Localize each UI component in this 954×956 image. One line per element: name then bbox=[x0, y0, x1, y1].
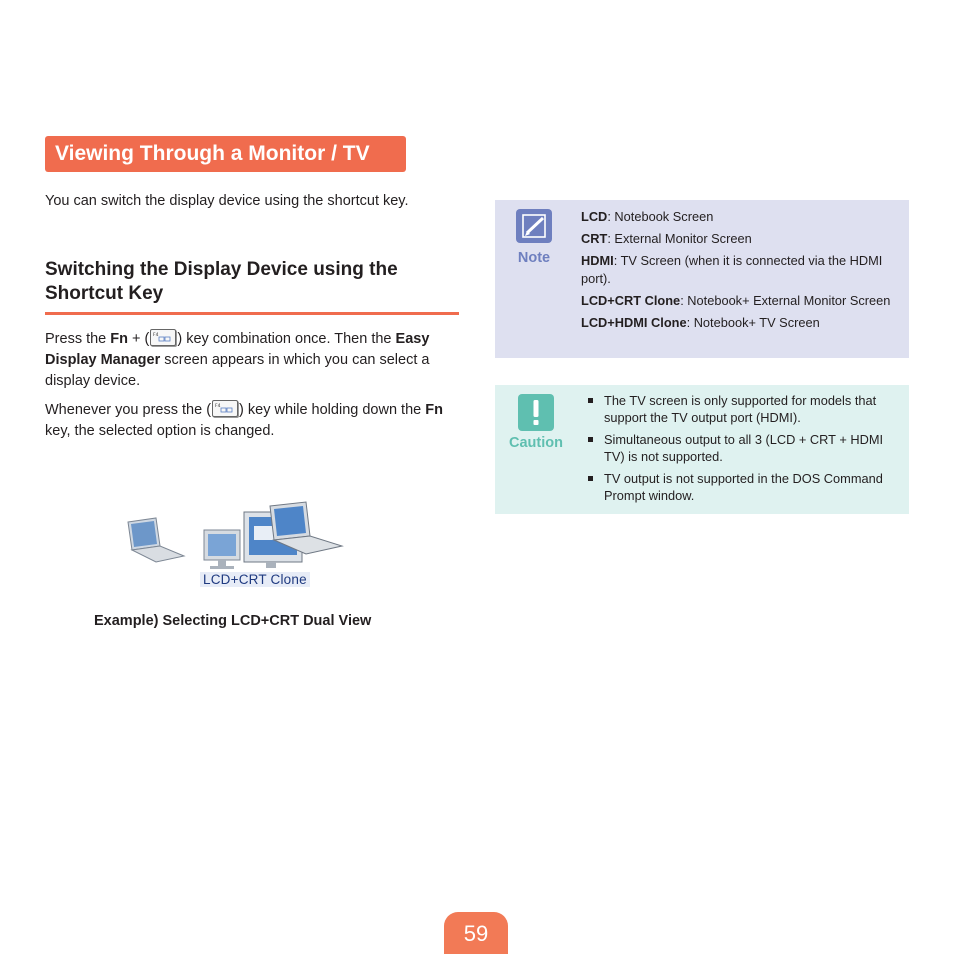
caution-text: Simultaneous output to all 3 (LCD + CRT + HDMI TV) is not supported. bbox=[604, 432, 884, 464]
page-number: 59 bbox=[444, 912, 508, 954]
fn-key-text: Fn bbox=[425, 402, 443, 418]
text: ) key combination once. Then the bbox=[177, 331, 396, 347]
text: screen appears in which you can select a display device. bbox=[45, 352, 430, 389]
caution-text: The TV screen is only supported for models that support the TV output port (HDMI). bbox=[604, 393, 877, 425]
svg-text:F4: F4 bbox=[153, 333, 159, 338]
svg-text:F4: F4 bbox=[215, 404, 221, 409]
figure-caption: Example) Selecting LCD+CRT Dual View bbox=[94, 613, 372, 629]
text: Press the bbox=[45, 331, 111, 347]
bullet-icon bbox=[588, 437, 593, 442]
note-desc: : Notebook+ External Monitor Screen bbox=[680, 293, 891, 308]
note-term: LCD bbox=[581, 209, 608, 224]
note-term: LCD+HDMI Clone bbox=[581, 315, 687, 330]
intro-text: You can switch the display device using the shortcut key. bbox=[45, 193, 409, 209]
caution-item bbox=[586, 392, 904, 426]
note-term: LCD+CRT Clone bbox=[581, 293, 681, 308]
text: + ( bbox=[128, 331, 150, 347]
note-desc: : External Monitor Screen bbox=[607, 231, 752, 246]
section-title: Viewing Through a Monitor / TV bbox=[45, 136, 406, 172]
note-item bbox=[581, 252, 891, 288]
caution-item bbox=[586, 470, 904, 504]
monitor-icon bbox=[204, 530, 240, 569]
instruction-paragraph-2 bbox=[45, 400, 465, 442]
note-item bbox=[581, 208, 891, 226]
note-desc: : Notebook+ TV Screen bbox=[686, 315, 820, 330]
easy-display-manager-text: Easy Display Manager bbox=[45, 331, 430, 368]
text: key, the selected option is changed. bbox=[45, 423, 275, 439]
subheading: Switching the Display Device using the Shortcut Key bbox=[45, 258, 459, 315]
instruction-paragraph-1 bbox=[45, 329, 465, 392]
text: Whenever you press the ( bbox=[45, 402, 212, 418]
fn-key-text: Fn bbox=[110, 331, 128, 347]
text: ) key while holding down the bbox=[239, 402, 426, 418]
note-item bbox=[581, 314, 891, 332]
illustration-label: LCD+CRT Clone bbox=[200, 572, 310, 587]
display-switch-key-icon bbox=[212, 400, 238, 417]
note-desc: : TV Screen (when it is connected via the HDMI port). bbox=[581, 253, 883, 286]
laptop-icon bbox=[128, 518, 184, 562]
display-switch-key-icon bbox=[150, 329, 176, 346]
bullet-icon bbox=[588, 476, 593, 481]
note-list bbox=[581, 208, 891, 336]
bullet-icon bbox=[588, 398, 593, 403]
note-term: CRT bbox=[581, 231, 608, 246]
caution-list bbox=[586, 392, 904, 509]
note-label: Note bbox=[517, 250, 551, 266]
note-item bbox=[581, 230, 891, 248]
exclamation-icon bbox=[518, 394, 554, 431]
note-item bbox=[581, 292, 891, 310]
note-term: HDMI bbox=[581, 253, 614, 268]
caution-text: TV output is not supported in the DOS Command Prompt window. bbox=[604, 471, 883, 503]
pencil-note-icon bbox=[516, 209, 552, 243]
caution-label: Caution bbox=[509, 435, 563, 451]
caution-item bbox=[586, 431, 904, 465]
note-desc: : Notebook Screen bbox=[607, 209, 714, 224]
